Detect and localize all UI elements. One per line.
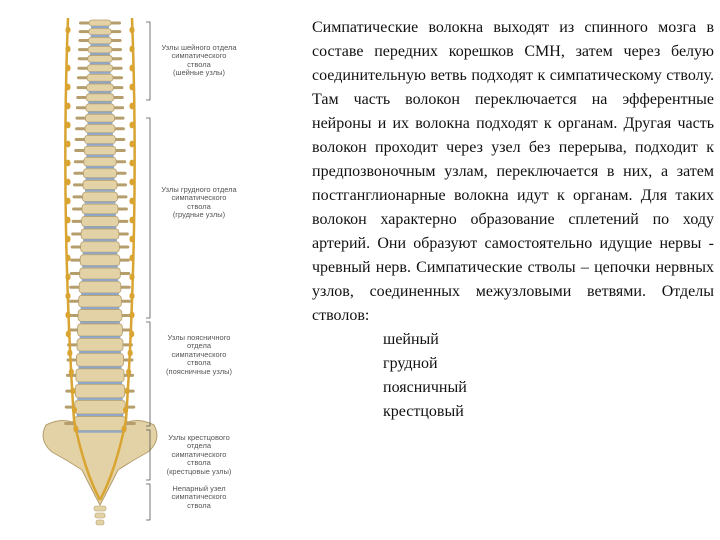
disc-5 (89, 72, 110, 74)
ganglion-right-11 (129, 236, 134, 243)
ganglion-right-13 (129, 274, 134, 281)
vertebra-32 (75, 400, 126, 414)
ganglion-right-4 (129, 103, 134, 110)
disc-17 (85, 202, 116, 204)
description-paragraph: Симпатические волокна выходят из спинного мозга в составе передних корешков СМН, затем через белую соединительную ветвь подходят к симпатическому стволу. Там часть волокон переключается на эфферентные нейроны и их волокна подходят к органам. Другая часть волокон проходит через узел без перерыва, подходит к предпозвоночным узлам, переключается в них, а затем постганглионарные волокна идут к органам. Для таких волокон характерно образование сплетений по ходу артерий. Они образуют самостоятельно идущие нервы - чревный нерв. Симпатические стволы – цепочки нервных узлов, соединенных межузловыми ветвями. Отделы стволов: (312, 19, 714, 324)
vertebra-1 (89, 29, 112, 35)
ganglion-right-6 (129, 141, 134, 148)
vertebra-0 (89, 20, 111, 26)
ganglion-right-5 (129, 122, 134, 129)
disc-31 (77, 398, 122, 400)
ganglion-left-20 (72, 407, 77, 414)
disc-24 (81, 293, 119, 295)
vertebra-6 (87, 74, 113, 81)
ganglion-left-19 (70, 388, 75, 395)
vertebra-25 (79, 295, 122, 307)
ganglion-left-14 (65, 293, 70, 300)
ganglion-left-16 (66, 331, 71, 338)
ganglion-left-18 (69, 369, 74, 376)
section-cervical: шейный (383, 331, 439, 348)
ganglion-right-12 (129, 255, 134, 262)
vertebra-15 (83, 169, 116, 178)
ganglion-right-7 (129, 160, 134, 167)
vertebra-10 (85, 114, 114, 122)
vertebra-18 (82, 204, 118, 214)
disc-20 (83, 239, 117, 241)
disc-30 (78, 382, 122, 384)
coccygeal-node-label: Непарный узел симпатического ствола (171, 484, 227, 510)
vertebra-23 (80, 268, 121, 279)
vertebra-8 (86, 94, 114, 101)
ganglion-right-17 (128, 350, 133, 357)
ganglion-left-21 (73, 426, 78, 433)
disc-14 (86, 166, 114, 168)
ganglion-left-17 (67, 350, 72, 357)
ganglion-right-14 (129, 293, 134, 300)
ganglion-left-3 (65, 84, 70, 91)
disc-19 (84, 226, 117, 228)
spine-illustration (0, 0, 305, 540)
ganglion-right-15 (129, 312, 134, 319)
vertebra-26 (78, 310, 122, 322)
disc-28 (79, 351, 121, 353)
ganglion-right-20 (123, 407, 128, 414)
disc-8 (88, 101, 112, 103)
vertebra-3 (88, 46, 112, 53)
disc-15 (85, 178, 114, 180)
vertebra-22 (80, 255, 120, 266)
disc-33 (76, 430, 124, 432)
vertebra-13 (84, 146, 115, 155)
coccyx-segment-2 (96, 520, 104, 525)
vertebra-4 (88, 55, 113, 62)
disc-9 (88, 112, 112, 114)
vertebra-21 (81, 242, 120, 252)
vertebra-7 (87, 84, 114, 91)
ganglion-right-18 (126, 369, 131, 376)
vertebra-9 (86, 104, 114, 112)
ganglion-left-10 (65, 217, 70, 224)
section-lumbar: поясничный (383, 379, 467, 396)
ganglion-left-1 (65, 46, 70, 53)
disc-0 (91, 26, 109, 28)
disc-4 (90, 62, 111, 64)
section-thoracic: грудной (383, 355, 438, 372)
ganglion-left-9 (65, 198, 70, 205)
disc-11 (87, 133, 113, 135)
ganglion-left-4 (65, 103, 70, 110)
vertebra-24 (79, 282, 121, 293)
vertebra-28 (77, 339, 123, 351)
thoracic-nodes-label: Узлы грудного отдела симпатического ствола (грудные узлы) (161, 185, 237, 220)
text-column (312, 16, 714, 424)
vertebra-12 (85, 135, 116, 143)
ganglion-right-19 (125, 388, 130, 395)
disc-10 (87, 122, 112, 124)
ganglion-left-13 (65, 274, 70, 281)
disc-21 (83, 252, 118, 254)
vertebra-2 (88, 37, 111, 43)
disc-26 (80, 321, 120, 323)
vertebra-20 (81, 229, 119, 239)
ganglion-right-21 (121, 426, 126, 433)
sacral-nodes-label: Узлы крестцового отдела симпатического ствола (крестцовые узлы) (166, 433, 232, 476)
sections-list (312, 328, 714, 424)
ganglion-left-11 (65, 236, 70, 243)
disc-22 (82, 265, 118, 267)
coccyx-segment-1 (95, 513, 105, 518)
vertebra-5 (87, 65, 112, 72)
disc-16 (85, 190, 115, 192)
lumbar-nodes-label: Узлы поясничного отдела симпатического ствола (поясничные узлы) (166, 333, 232, 376)
ganglion-left-5 (65, 122, 70, 129)
coccyx-segment-0 (94, 506, 106, 511)
ganglion-left-12 (65, 255, 70, 262)
ganglion-right-16 (129, 331, 134, 338)
disc-6 (89, 81, 111, 83)
ganglion-left-7 (65, 160, 70, 167)
vertebra-30 (76, 369, 124, 382)
section-sacral: крестцовый (383, 403, 464, 420)
vertebra-33 (74, 417, 126, 431)
ganglion-left-15 (65, 312, 70, 319)
ganglion-right-0 (129, 27, 134, 34)
disc-29 (78, 366, 121, 368)
disc-2 (90, 44, 109, 46)
ganglion-left-2 (65, 65, 70, 72)
vertebra-27 (78, 324, 123, 336)
ganglion-right-10 (129, 217, 134, 224)
disc-25 (81, 307, 120, 309)
vertebra-17 (83, 192, 118, 201)
ganglion-right-9 (129, 198, 134, 205)
ganglion-right-1 (129, 46, 134, 53)
disc-1 (91, 35, 110, 37)
vertebra-31 (75, 384, 124, 397)
vertebra-19 (82, 216, 119, 226)
disc-7 (89, 91, 112, 93)
ganglion-left-8 (65, 179, 70, 186)
ganglion-left-6 (65, 141, 70, 148)
disc-13 (86, 155, 113, 157)
vertebra-11 (85, 125, 115, 133)
ganglion-right-8 (129, 179, 134, 186)
vertebra-29 (76, 354, 123, 367)
disc-23 (82, 279, 119, 281)
disc-18 (84, 214, 116, 216)
vertebra-16 (83, 180, 117, 189)
disc-27 (80, 336, 121, 338)
disc-32 (77, 414, 124, 416)
ganglion-right-2 (129, 65, 134, 72)
disc-3 (90, 53, 110, 55)
cervical-nodes-label: Узлы шейного отдела симпатического ствола (шейные узлы) (161, 43, 237, 78)
ganglion-left-0 (65, 27, 70, 34)
ganglion-right-3 (129, 84, 134, 91)
disc-12 (87, 144, 114, 146)
vertebra-14 (84, 157, 116, 166)
